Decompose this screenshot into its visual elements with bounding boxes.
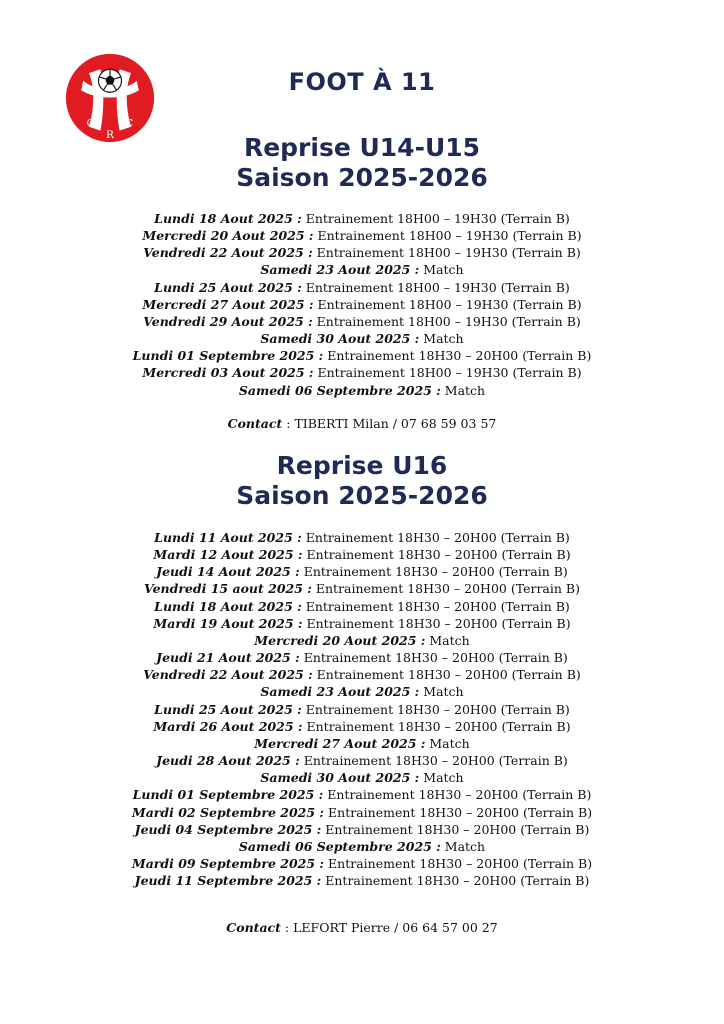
schedule-activity: Entrainement 18H30 – 20H00 (Terrain B) [302, 615, 571, 631]
schedule-date: Mercredi 20 Aout 2025 : [254, 632, 426, 648]
schedule-row [0, 649, 724, 666]
contact-text: : LEFORT Pierre / 06 64 57 00 27 [280, 920, 498, 935]
section-heading-line2: Saison 2025-2026 [236, 481, 488, 510]
schedule-activity: Entrainement 18H30 – 20H00 (Terrain B) [299, 650, 568, 666]
schedule-date: Vendredi 22 Aout 2025 : [143, 245, 313, 261]
schedule-date: Samedi 30 Aout 2025 : [260, 331, 420, 347]
schedule-row [0, 769, 724, 786]
schedule-date: Mardi 19 Aout 2025 : [153, 615, 303, 631]
logo-letter-r: R [106, 129, 114, 142]
schedule-activity: Match [419, 684, 464, 700]
schedule-activity: Entrainement 18H30 – 20H00 (Terrain B) [323, 348, 592, 364]
schedule-date: Mardi 09 Septembre 2025 : [131, 855, 325, 871]
section-heading-u14 [0, 133, 724, 193]
schedule-date: Samedi 23 Aout 2025 : [260, 684, 420, 700]
schedule-row [0, 546, 724, 563]
schedule-row [0, 330, 724, 347]
schedule-date: Jeudi 04 Septembre 2025 : [134, 821, 322, 837]
logo-letter-c: C [125, 117, 134, 130]
schedule-row [0, 210, 724, 227]
schedule-date: Mercredi 03 Aout 2025 : [142, 365, 314, 381]
schedule-row [0, 838, 724, 855]
schedule-activity: Entrainement 18H30 – 20H00 (Terrain B) [301, 701, 570, 717]
schedule-row [0, 382, 724, 399]
contact-text: : TIBERTI Milan / 07 68 59 03 57 [282, 416, 497, 431]
schedule-date: Lundi 25 Aout 2025 : [154, 279, 302, 295]
schedule-row [0, 580, 724, 597]
section-heading-u16 [0, 451, 724, 511]
schedule-activity: Match [440, 382, 486, 398]
schedule-date: Lundi 18 Aout 2025 : [154, 598, 302, 614]
schedule-activity: Entrainement 18H30 – 20H00 (Terrain B) [324, 855, 593, 871]
schedule-date: Jeudi 21 Aout 2025 : [156, 650, 300, 666]
schedule-activity: Match [440, 838, 486, 854]
schedule-date: Mercredi 27 Aout 2025 : [254, 735, 426, 751]
schedule-date: Jeudi 14 Aout 2025 : [156, 564, 300, 580]
schedule-activity: Entrainement 18H30 – 20H00 (Terrain B) [301, 598, 570, 614]
schedule-activity: Entrainement 18H00 – 19H30 (Terrain B) [312, 245, 581, 261]
schedule-date: Lundi 01 Septembre 2025 : [132, 348, 324, 364]
schedule-row [0, 632, 724, 649]
schedule-activity: Entrainement 18H30 – 20H00 (Terrain B) [323, 787, 592, 803]
schedule-activity: Entrainement 18H00 – 19H30 (Terrain B) [313, 228, 582, 244]
schedule-activity: Entrainement 18H00 – 19H30 (Terrain B) [313, 296, 582, 312]
schedule-date: Samedi 06 Septembre 2025 : [238, 838, 441, 854]
schedule-row [0, 855, 724, 872]
schedule-activity: Match [425, 632, 470, 648]
schedule-activity: Entrainement 18H30 – 20H00 (Terrain B) [311, 581, 580, 597]
schedule-date: Lundi 18 Aout 2025 : [154, 211, 302, 226]
schedule-date: Samedi 23 Aout 2025 : [260, 262, 420, 278]
schedule-date: Vendredi 29 Aout 2025 : [143, 313, 313, 329]
contact-label: Contact [226, 920, 281, 935]
schedule-row [0, 364, 724, 381]
schedule-row [0, 701, 724, 718]
schedule-activity: Entrainement 18H00 – 19H30 (Terrain B) [301, 279, 570, 295]
section-heading-line1: Reprise U16 [276, 451, 448, 480]
schedule-activity: Entrainement 18H30 – 20H00 (Terrain B) [324, 804, 593, 820]
section-heading-line1: Reprise U14-U15 [243, 133, 481, 162]
schedule-activity: Match [419, 770, 464, 786]
schedule-date: Mardi 12 Aout 2025 : [153, 547, 303, 563]
schedule-row [0, 615, 724, 632]
schedule-date: Lundi 25 Aout 2025 : [154, 701, 302, 717]
section-heading-line2: Saison 2025-2026 [236, 163, 488, 192]
schedule-activity: Entrainement 18H00 – 19H30 (Terrain B) [301, 211, 570, 226]
schedule-row [0, 872, 724, 889]
schedule-date: Vendredi 15 aout 2025 : [144, 581, 312, 597]
schedule-row [0, 347, 724, 364]
schedule-date: Vendredi 22 Aout 2025 : [143, 667, 313, 683]
schedule-row [0, 821, 724, 838]
contact-line-u14 [0, 416, 724, 431]
schedule-activity: Entrainement 18H30 – 20H00 (Terrain B) [312, 667, 581, 683]
schedule-list-u14 [0, 210, 724, 399]
schedule-row [0, 718, 724, 735]
schedule-row [0, 598, 724, 615]
logo-letter-o: O [86, 117, 96, 130]
schedule-date: Samedi 30 Aout 2025 : [260, 770, 420, 786]
schedule-row [0, 296, 724, 313]
schedule-row [0, 313, 724, 330]
schedule-row [0, 261, 724, 278]
schedule-activity: Entrainement 18H30 – 20H00 (Terrain B) [302, 547, 571, 563]
schedule-row [0, 752, 724, 769]
page-title: FOOT À 11 [288, 68, 436, 96]
schedule-row [0, 786, 724, 803]
schedule-date: Mercredi 20 Aout 2025 : [142, 228, 314, 244]
schedule-row [0, 683, 724, 700]
contact-label: Contact [227, 416, 283, 431]
schedule-activity: Entrainement 18H30 – 20H00 (Terrain B) [301, 530, 570, 545]
schedule-date: Samedi 06 Septembre 2025 : [238, 382, 441, 398]
schedule-date: Lundi 01 Septembre 2025 : [132, 787, 324, 803]
schedule-date: Mardi 26 Aout 2025 : [153, 718, 303, 734]
club-logo-icon [62, 52, 158, 144]
schedule-activity: Entrainement 18H00 – 19H30 (Terrain B) [313, 365, 582, 381]
schedule-activity: Match [425, 735, 470, 751]
schedule-activity: Entrainement 18H00 – 19H30 (Terrain B) [312, 313, 581, 329]
schedule-row [0, 529, 724, 546]
schedule-date: Jeudi 28 Aout 2025 : [156, 753, 300, 769]
contact-line-u16 [0, 920, 724, 935]
schedule-row [0, 279, 724, 296]
schedule-activity: Entrainement 18H30 – 20H00 (Terrain B) [321, 821, 590, 837]
schedule-date: Jeudi 11 Septembre 2025 : [134, 873, 322, 889]
schedule-date: Lundi 11 Aout 2025 : [154, 530, 302, 545]
schedule-activity: Match [419, 331, 464, 347]
schedule-list-u16 [0, 529, 724, 889]
schedule-activity: Match [419, 262, 464, 278]
schedule-activity: Entrainement 18H30 – 20H00 (Terrain B) [299, 564, 568, 580]
schedule-row [0, 735, 724, 752]
schedule-row [0, 666, 724, 683]
schedule-row [0, 563, 724, 580]
schedule-activity: Entrainement 18H30 – 20H00 (Terrain B) [299, 753, 568, 769]
schedule-activity: Entrainement 18H30 – 20H00 (Terrain B) [302, 718, 571, 734]
schedule-date: Mardi 02 Septembre 2025 : [131, 804, 325, 820]
schedule-row [0, 804, 724, 821]
schedule-date: Mercredi 27 Aout 2025 : [142, 296, 314, 312]
schedule-row [0, 244, 724, 261]
schedule-activity: Entrainement 18H30 – 20H00 (Terrain B) [321, 873, 590, 889]
schedule-row [0, 227, 724, 244]
